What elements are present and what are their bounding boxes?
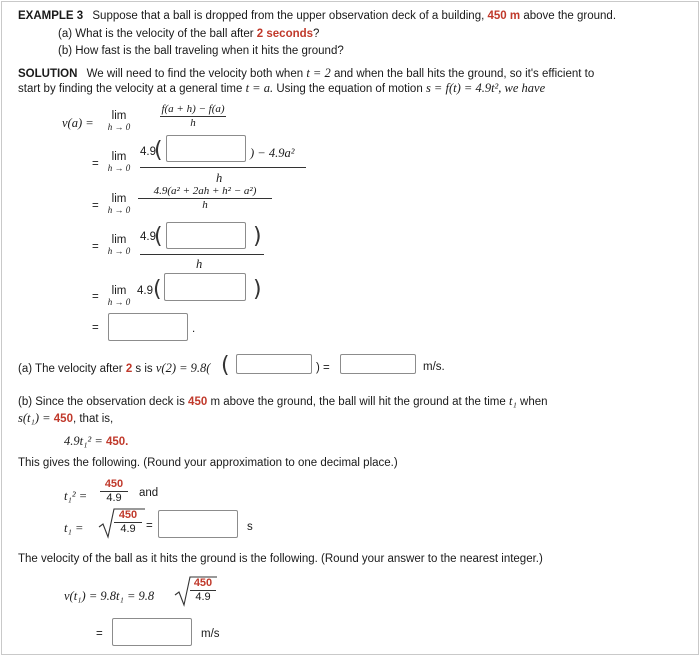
va-input-box[interactable] [236,354,312,374]
problem-statement: EXAMPLE 3 Suppose that a ball is dropped from the upper observation deck of a building, 450 m above the ground. [18,10,617,22]
va-label: v(a) = [62,116,94,130]
limit-2: lim h → 0 [107,151,131,173]
sqrt-fraction: $\frac{450}{4.9}$ [114,509,142,536]
velocity-ground-expression: v(t₁) = 9.8t₁ = 9.8 [64,589,155,603]
part-a-answer[interactable] [340,354,416,374]
step2-answer-box[interactable] [166,135,246,162]
minus-term: ) − 4.9a² [250,146,295,160]
instruction-round-decimal: This gives the following. (Round your approximation to one decimal place.) [18,457,398,469]
fraction-450-over-4-9: $\frac{450}{4.9}$ [100,478,128,505]
limit-5: lim h → 0 [107,285,131,307]
step4-answer-box[interactable] [166,222,246,249]
part-a-statement: (a) The velocity after 2 s is v(2) = 9.8( [18,361,211,375]
height-value: 450 m [487,10,521,22]
fraction-bar-2 [140,167,306,168]
equation-t1: 4.9t₁² = 450. [64,434,129,448]
solution-line-1: SOLUTION We will need to find the velocity both when t = 2 and when the ball hits the ground, so it's efficient to [18,66,595,80]
limit-1: lim h → 0 [107,110,131,132]
instruction-round-integer: The velocity of the ball as it hits the ground is the following. (Round your answer to the nearest integer.) [18,553,543,565]
expanded-quotient: $\frac{\text{4.9(a² + 2ah + h² − a²)}}{h}$ [138,185,272,212]
limit-4: lim h → 0 [107,234,131,256]
velocity-general-answer[interactable] [108,313,188,341]
question-a: (a) What is the velocity of the ball after 2 seconds? [58,28,320,40]
sqrt-fraction-2: $\frac{450}{4.9}$ [190,577,216,604]
difference-quotient: $\frac{f(a + h) - f(a)}{h}$ [161,103,225,129]
limit-3: lim h → 0 [107,193,131,215]
question-b: (b) How fast is the ball traveling when it hits the ground? [58,45,344,57]
solution-line-2: start by finding the velocity at a general time t = a. Using the equation of motion s = f(t) = 4.9t², we have [18,81,546,95]
solution-label: SOLUTION [18,68,78,80]
fraction-bar-4 [140,254,264,255]
example-label: EXAMPLE 3 [18,10,84,22]
ground-velocity-answer[interactable] [112,618,192,646]
part-b-line-1: (b) Since the observation deck is 450 m above the ground, the ball will hit the ground at the time t₁ when [18,394,548,408]
part-b-line-2: s(t₁) = 450, that is, [18,411,114,425]
t1-answer-box[interactable] [158,510,238,538]
step5-answer-box[interactable] [164,273,246,301]
